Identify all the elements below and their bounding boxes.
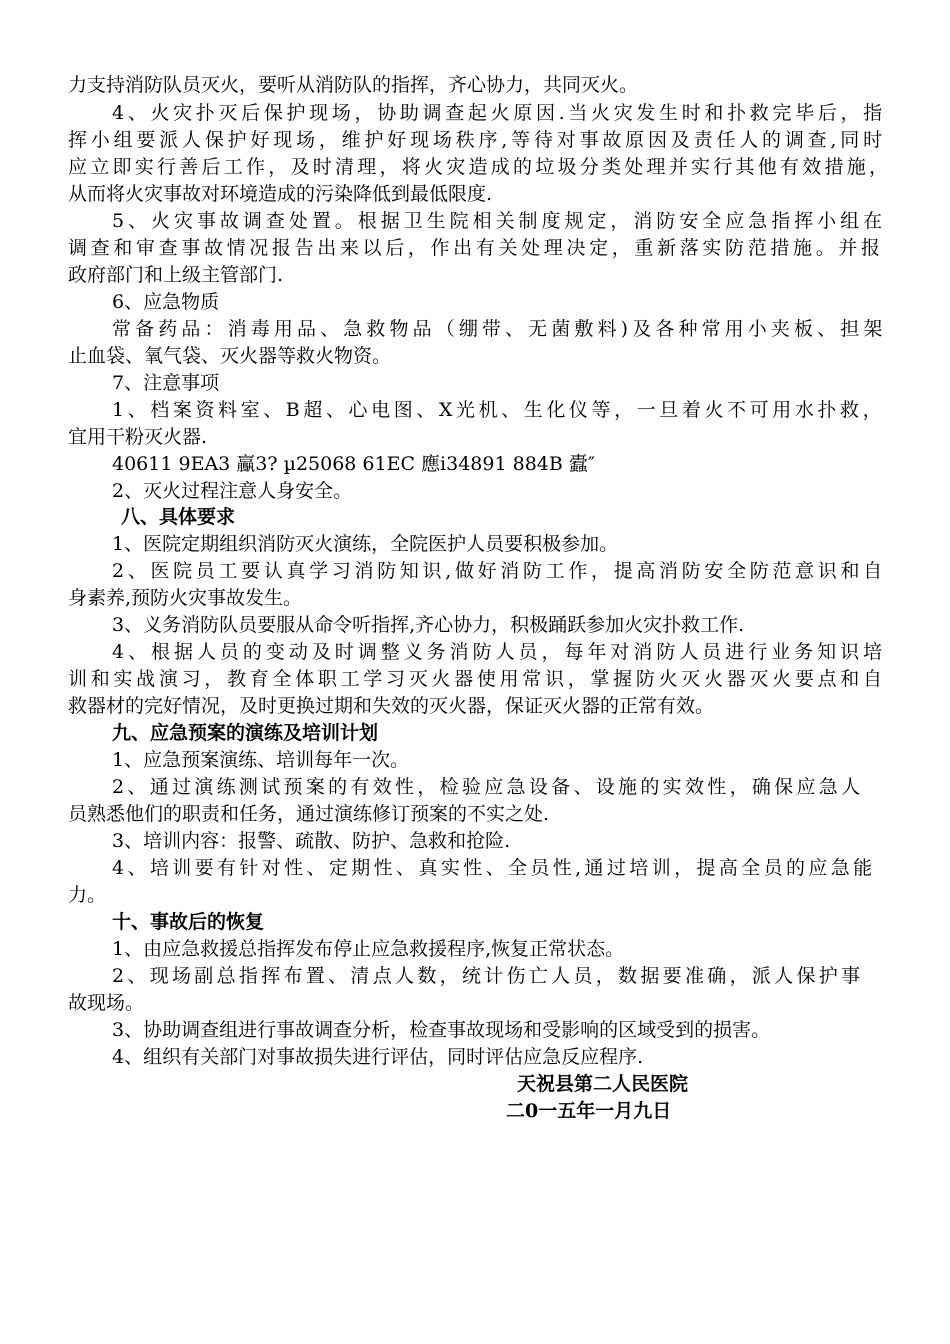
text-line: 1、医院定期组织消防灭火演练，全院医护人员要积极参加。 — [112, 533, 619, 555]
text-line: 4、火灾扑灭后保护现场，协助调查起火原因.当火灾发生时和扑救完毕后，指 — [112, 102, 886, 124]
text-line: 身素养,预防火灾事故发生。 — [68, 587, 303, 609]
text-line: 2、医院员工要认真学习消防知识,做好消防工作，提高消防安全防范意识和自 — [112, 560, 886, 582]
text-line: 1、档案资料室、B超、心电图、X光机、生化仪等，一旦着火不可用水扑救， — [112, 399, 886, 421]
text-line: 3、义务消防队员要服从命令听指挥,齐心协力，积极踊跃参加火灾扑救工作. — [112, 614, 745, 636]
text-line: 故现场。 — [68, 992, 145, 1014]
text-line: 止血袋、氧气袋、灭火器等救火物资。 — [68, 345, 392, 367]
text-line: 训和实战演习，教育全体职工学习灭火器使用常识，掌握防火灭火器灭火要点和自 — [68, 668, 886, 690]
section-heading: 九、应急预案的演练及培训计划 — [112, 722, 379, 744]
section-heading: 天祝县第二人民医院 — [517, 1073, 689, 1095]
text-line: 3、协助调查组进行事故调查分析，检查事故现场和受影响的区域受到的损害。 — [112, 1019, 771, 1041]
text-line: 力。 — [68, 884, 107, 906]
text-line: 5、火灾事故调查处置。根据卫生院相关制度规定，消防安全应急指挥小组在 — [112, 210, 887, 232]
text-line: 宜用干粉灭火器. — [68, 426, 208, 448]
text-line: 1、应急预案演练、培训每年一次。 — [112, 749, 410, 771]
text-line: 6、应急物质 — [112, 291, 220, 313]
text-line: 2、现场副总指挥布置、清点人数，统计伤亡人员，数据要准确，派人保护事 — [112, 965, 864, 987]
text-line: 应立即实行善后工作，及时清理，将火灾造成的垃圾分类处理并实行其他有效措施， — [68, 156, 892, 178]
text-line: 调查和审查事故情况报告出来以后，作出有关处理决定，重新落实防范措施。并报 — [68, 237, 884, 259]
section-heading: 二0一五年一月九日 — [506, 1100, 672, 1122]
text-line: 40611 9EA3 鸁3? µ25068 61EC 應i34891 884B 蠹″ — [112, 453, 595, 475]
text-line: 2、灭火过程注意人身安全。 — [112, 480, 353, 502]
text-line: 4、组织有关部门对事故损失进行评估，同时评估应急反应程序. — [112, 1046, 644, 1068]
text-line: 1、由应急救援总指挥发布停止应急救援程序,恢复正常状态。 — [112, 938, 625, 960]
text-line: 力支持消防队员灭火，要听从消防队的指挥，齐心协力，共同灭火。 — [68, 74, 639, 96]
section-heading: 十、事故后的恢复 — [112, 911, 265, 933]
text-line: 2、通过演练测试预案的有效性，检验应急设备、设施的实效性，确保应急人 — [112, 776, 864, 798]
text-line: 救器材的完好情况，及时更换过期和失效的灭火器，保证灭火器的正常有效。 — [68, 695, 715, 717]
text-line: 常备药品：消毒用品、急救物品（绷带、无菌敷料)及各种常用小夹板、担架 — [112, 318, 887, 340]
text-line: 7、注意事项 — [112, 372, 220, 394]
text-line: 4、根据人员的变动及时调整义务消防人员，每年对消防人员进行业务知识培 — [112, 641, 887, 663]
text-line: 政府部门和上级主管部门. — [68, 264, 284, 286]
section-heading: 八、具体要求 — [121, 506, 236, 528]
text-line: 挥小组要派人保护好现场，维护好现场秩序,等待对事故原因及责任人的调查,同时 — [68, 129, 886, 151]
text-line: 从而将火灾事故对环境造成的污染降低到最低限度. — [68, 183, 493, 205]
text-line: 3、培训内容：报警、疏散、防护、急救和抢险. — [112, 830, 511, 852]
text-line: 4、培训要有针对性、定期性、真实性、全员性,通过培训，提高全员的应急能 — [112, 857, 876, 879]
text-line: 员熟悉他们的职责和任务，通过演练修订预案的不实之处. — [68, 803, 550, 825]
